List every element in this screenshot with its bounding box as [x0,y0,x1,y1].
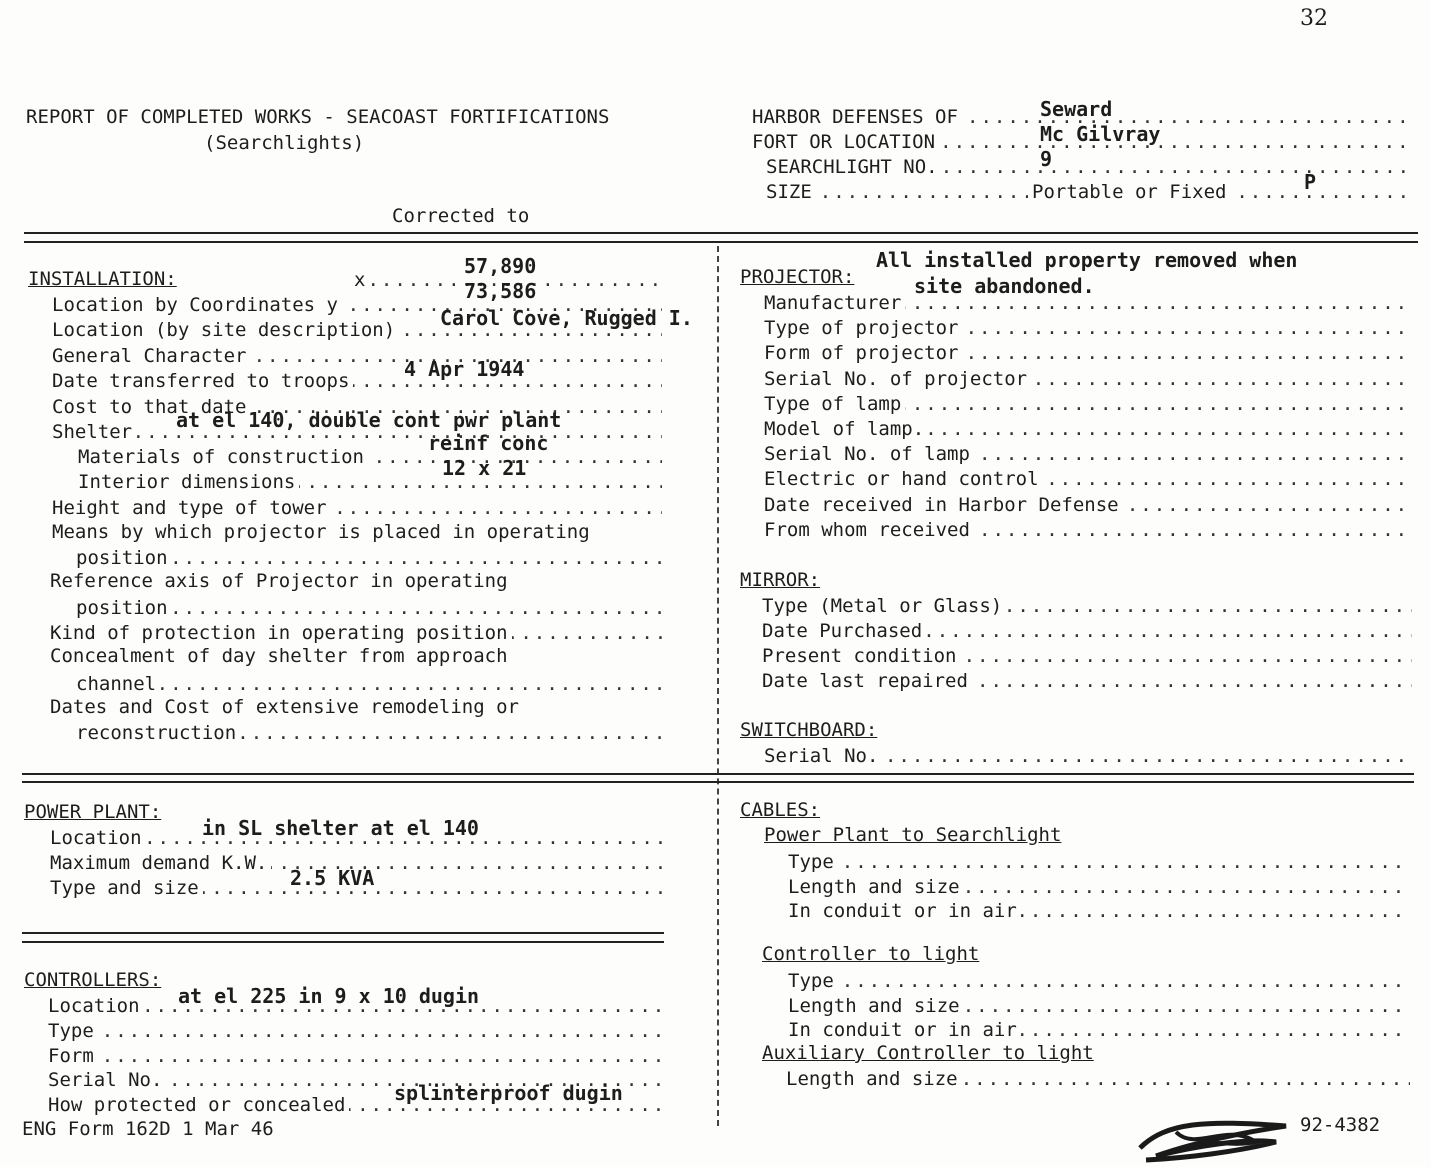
projector-field-label: Model of lamp. [764,417,928,441]
controller-location-field [48,984,662,1018]
projector-note-line2: site abandoned. [914,274,1095,298]
power-plant-heading: POWER PLANT: [24,801,162,823]
shelter-value: at el 140, double cont pwr plant [176,408,562,432]
report-subtitle: (Searchlights) [204,132,365,154]
fort-location-field [752,122,1412,154]
power-type-label: Type and size [50,876,203,900]
corrected-to-label: Corrected to [392,205,530,227]
mirror-field-label: Type (Metal or Glass) [762,594,1006,618]
projector-field [764,291,1412,315]
pp-cable-field [788,875,1410,899]
projector-field-label: Type of projector [764,316,962,340]
projector-field-label: Electric or hand control [764,467,1043,491]
aux-cables-heading: Auxiliary Controller to light [762,1042,1094,1064]
pp-cable-field [788,899,1410,923]
signature-scribble [1136,1112,1296,1164]
cables-heading: CABLES: [740,799,821,821]
mirror-field [762,619,1412,643]
document-code: 92-4382 [1300,1114,1381,1136]
projector-field-label: Date received in Harbor Defense [764,493,1123,517]
controller-form-field [48,1044,662,1068]
page-number: 32 [1300,6,1328,31]
controller-serial-label: Serial No. [48,1068,166,1092]
projector-field-label: Serial No. of lamp [764,442,974,466]
shelter-field [52,408,662,444]
mirror-field [762,644,1412,668]
pp-cables-heading: Power Plant to Searchlight [764,824,1062,846]
means-position-label: position [76,546,172,570]
controller-location-label: Location [48,994,144,1018]
concealment-label: Concealment of day shelter from approach [50,645,508,667]
pp-cable-field-label: Type [788,850,838,874]
center-divider [717,246,719,1126]
mirror-field-label: Date Purchased [762,619,926,643]
remodeling-label: Dates and Cost of extensive remodeling or [50,696,519,718]
size-field [766,170,1412,204]
x-coordinate-label: x [354,268,369,292]
projector-note-line1: All installed property removed when [876,248,1298,272]
ctl-cable-field [788,994,1410,1018]
installation-heading: INSTALLATION: [28,268,177,290]
cost-label: Cost to that date [52,395,250,419]
controller-how-value: splinterproof dugin [394,1081,623,1105]
ctl-cable-field [788,1018,1410,1042]
ctl-cable-field-label: In conduit or in air [788,1018,1021,1042]
reference-position-label: position [76,596,172,620]
materials-label: Materials of construction [78,445,368,469]
left-rule-1 [22,932,664,934]
projector-field [764,316,1412,340]
ctl-cable-field-label: Length and size [788,994,964,1018]
portable-fixed-value: P [1304,170,1317,194]
controller-cables-heading: Controller to light [762,943,980,965]
top-rule-1 [24,232,1418,234]
projector-field [764,442,1412,466]
projector-field [764,367,1412,391]
kind-protection-field [50,621,662,645]
tower-label: Height and type of tower [52,496,331,520]
mirror-field [762,594,1412,618]
max-demand-label: Maximum demand K.W. [50,851,271,875]
power-location-label: Location [50,826,146,850]
mirror-heading: MIRROR: [740,569,821,591]
switchboard-serial-label: Serial No. [764,744,882,768]
site-description-label: Location (by site description) [52,318,399,342]
pp-cable-field-label: In conduit or in air [788,899,1021,923]
reconstruction-field [76,721,662,745]
projector-field-label: From whom received [764,518,974,542]
projector-field-label: Serial No. of projector [764,367,1031,391]
reconstruction-label: reconstruction [76,721,240,745]
controller-form-label: Form [48,1044,98,1068]
coordinates-label: Location by Coordinates y [52,293,342,317]
controller-location-value: at el 225 in 9 x 10 dugin [178,984,480,1008]
date-transferred-field [52,357,662,393]
projector-field-label: Manufacturer [764,291,905,315]
reference-position-field [76,596,662,620]
harbor-defenses-label: HARBOR DEFENSES OF [752,105,962,129]
projector-field [764,518,1412,542]
y-coordinate-value: 73,586 [464,279,537,303]
pp-cable-field-label: Length and size [788,875,964,899]
controller-how-label: How protected or concealed [48,1093,349,1117]
projector-field [764,493,1412,517]
portable-fixed-label: Portable or Fixed [1028,180,1230,204]
mirror-field-label: Date last repaired [762,669,972,693]
site-description-value: Carol Cove, Rugged I. [440,306,693,330]
pp-cable-field [788,850,1410,874]
searchlight-no-label: SEARCHLIGHT NO. [766,155,942,179]
kind-protection-label: Kind of protection in operating position [50,621,512,645]
mirror-field [762,669,1412,693]
projector-field [764,341,1412,365]
date-transferred-value: 4 Apr 1944 [404,357,525,381]
projector-field [764,417,1412,441]
searchlight-no-value: 9 [1040,147,1053,171]
mirror-field-label: Present condition [762,644,960,668]
mid-rule-2 [22,781,1414,783]
harbor-defenses-value: Seward [1040,97,1113,121]
ctl-cable-field [788,969,1410,993]
controller-type-label: Type [48,1019,98,1043]
power-location-field [50,816,662,850]
x-coordinate-value: 57,890 [464,254,537,278]
date-transferred-label: Date transferred to troops [52,369,353,393]
projector-heading: PROJECTOR: [740,266,855,288]
power-type-value: 2.5 KVA [290,866,375,890]
general-character-field [52,344,662,368]
fort-location-value: Mc Gilvray [1040,122,1161,146]
aux-cable-field [786,1067,1410,1091]
materials-field [78,431,662,469]
means-label: Means by which projector is placed in operating [52,521,590,543]
fort-location-label: FORT OR LOCATION [752,130,939,154]
projector-field [764,392,1412,416]
controller-type-field [48,1019,662,1043]
interior-dimensions-value: 12 x 21 [442,456,527,480]
form-number: ENG Form 162D 1 Mar 46 [22,1118,274,1140]
interior-dimensions-label: Interior dimensions [78,470,299,494]
controller-how-field [48,1081,662,1117]
concealment-channel-label: channel [76,672,160,696]
projector-field-label: Type of lamp [764,392,905,416]
means-position-field [76,546,662,570]
concealment-channel-field [76,672,662,696]
projector-field-label: Form of projector [764,341,962,365]
general-character-label: General Character [52,344,250,368]
shelter-label: Shelter [52,420,136,444]
power-location-value: in SL shelter at el 140 [202,816,479,840]
size-label: SIZE [766,180,816,204]
power-type-field [50,866,662,900]
report-title: REPORT OF COMPLETED WORKS - SEACOAST FORTIFICATIONS [26,106,610,128]
switchboard-serial-field [764,744,1412,768]
ctl-cable-field-label: Type [788,969,838,993]
top-rule-2 [24,241,1418,243]
switchboard-heading: SWITCHBOARD: [740,719,878,741]
left-rule-2 [22,941,664,943]
materials-value: reinf conc [428,431,549,455]
controllers-heading: CONTROLLERS: [24,969,162,991]
aux-cable-field-label: Length and size [786,1067,962,1091]
mid-rule-1 [22,773,1414,775]
tower-field [52,496,662,520]
projector-field [764,467,1412,491]
reference-axis-label: Reference axis of Projector in operating [50,570,508,592]
